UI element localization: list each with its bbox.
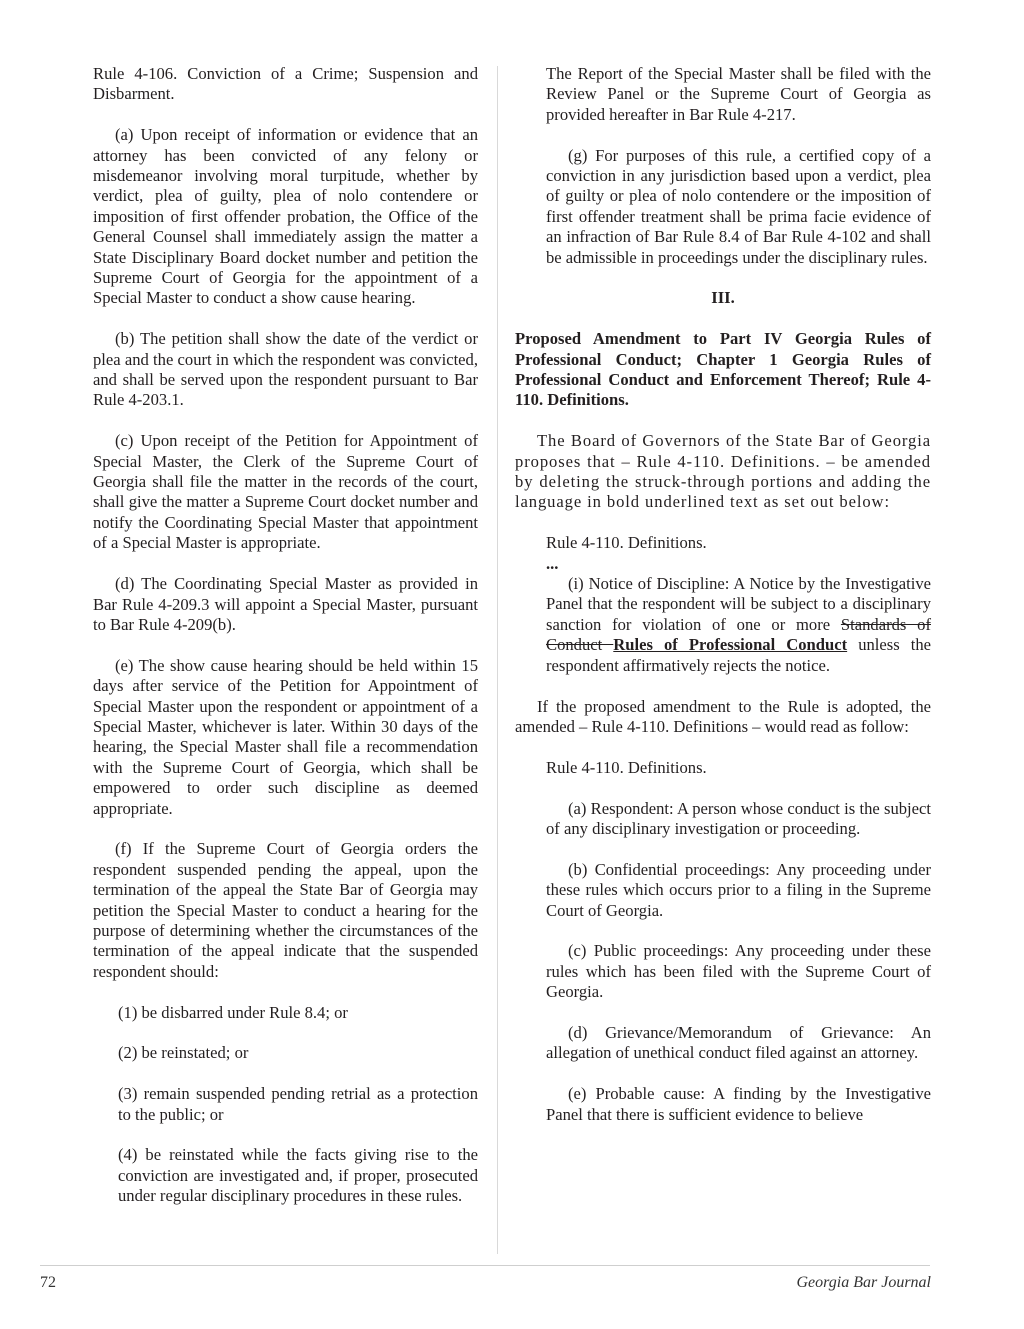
right-column — [515, 64, 931, 1125]
left-column — [93, 64, 478, 1207]
definition-a: (a) Respondent: A person whose conduct is the subject of any disciplinary investigation or proceeding. — [546, 798, 931, 838]
notice-of-discipline-definition — [546, 574, 931, 676]
definition-e: (e) Probable cause: A finding by the Investigative Panel that there is sufficient evidence to believe — [546, 1084, 931, 1124]
paragraph-c: (c) Upon receipt of the Petition for Appointment of Special Master, the Clerk of the Supreme Court of Georgia shall file the matter in the records of the court, shall give the matter a Supreme Court docket number and notify the Coordinating Special Master that appointment of a Special Master is appropriate. — [93, 431, 478, 553]
column-divider — [497, 66, 498, 1254]
page-number: 72 — [40, 1274, 56, 1291]
inserted-text: Rules of Professional Conduct — [613, 635, 848, 655]
rule-4-106-heading: Rule 4-106. Conviction of a Crime; Suspension and Disbarment. — [93, 64, 478, 104]
struck-text: Standards of Conduct — [546, 614, 931, 655]
board-of-governors-paragraph: The Board of Governors of the State Bar of Georgia proposes that – Rule 4-110. Definitions. – be amended by deleting the struck-through portions and adding the language in bold underlined text as set out below: — [515, 431, 931, 512]
special-master-report-paragraph: The Report of the Special Master shall be filed with the Review Panel or the Supreme Court of Georgia as provided hereafter in Bar Rule 4-217. — [546, 64, 931, 124]
definition-d: (d) Grievance/Memorandum of Grievance: An allegation of unethical conduct filed against an attorney. — [546, 1022, 931, 1063]
footer-rule — [40, 1265, 930, 1266]
list-item-2: (2) be reinstated; or — [118, 1043, 249, 1063]
proposed-rule-block — [515, 533, 931, 676]
paragraph-d: (d) The Coordinating Special Master as provided in Bar Rule 4-209.3 will appoint a Special Master, pursuant to Bar Rule 4-209(b). — [93, 574, 478, 634]
notice-text-before: (i) Notice of Discipline: A Notice by the Investigative Panel that the respondent will be subject to a disciplinary sanction for violation of one or more — [546, 574, 931, 634]
rule-heading-proposed: Rule 4-110. Definitions. — [546, 533, 707, 553]
paragraph-e: (e) The show cause hearing should be held within 15 days after service of the Petition for Appointment of Special Master upon the respondent or appointment of a Special Master, whichever is later. Within 30 days of the hearing, the Special Master shall file a recommendation with the Supreme Court of Georgia, which shall be empowered to order such discipline as deemed appropriate. — [93, 655, 478, 818]
list-item-3: (3) remain suspended pending retrial as a protection to the public; or — [118, 1084, 478, 1124]
list-item-4: (4) be reinstated while the facts giving rise to the conviction are investigated and, if proper, prosecuted under regular disciplinary procedures in these rules. — [118, 1145, 478, 1206]
paragraph-a: (a) Upon receipt of information or evidence that an attorney has been convicted of any felony or misdemeanor involving moral turpitude, whether by verdict, plea of guilty, plea of nolo contendere or imposition of first offender probation, the Office of the General Counsel shall immediately assign the matter a State Disciplinary Board docket number and petition the Supreme Court of Georgia for the appointment of a Special Master to conduct a show cause hearing. — [93, 125, 478, 308]
journal-title: Georgia Bar Journal — [796, 1274, 931, 1291]
list-item-1: (1) be disbarred under Rule 8.4; or — [118, 1002, 348, 1022]
paragraph-b: (b) The petition shall show the date of the verdict or plea and the court in which the respondent was convicted, and shall be served upon the respondent pursuant to Bar Rule 4-203.1. — [93, 329, 478, 410]
amendment-title: Proposed Amendment to Part IV Georgia Rules of Professional Conduct; Chapter 1 Georgia Rules of Professional Conduct and Enforcement Thereof; Rule 4-110. Definitions. — [515, 329, 931, 410]
definition-b: (b) Confidential proceedings: Any proceeding under these rules which occurs prior to a filing in the Supreme Court of Georgia. — [546, 859, 931, 920]
rule-heading-amended: Rule 4-110. Definitions. — [546, 757, 707, 777]
paragraph-g: (g) For purposes of this rule, a certified copy of a conviction in any jurisdiction based upon a verdict, plea of guilty or plea of nolo contendere or the imposition of first offender treatment shall be prima facie evidence of an infraction of Bar Rule 8.4 of Bar Rule 4-102 and shall be admissible in proceedings under the disciplinary rules. — [546, 145, 931, 267]
ellipsis: ... — [546, 553, 559, 573]
notice-text-after: unless the respondent affirmatively rejects the notice. — [546, 635, 932, 675]
if-adopted-paragraph: If the proposed amendment to the Rule is adopted, the amended – Rule 4-110. Definitions – would read as follow: — [515, 696, 931, 736]
paragraph-f: (f) If the Supreme Court of Georgia orders the respondent suspended pending the appeal, upon the termination of the appeal the State Bar of Georgia may petition the Special Master to conduct a hearing for the purpose of determining whether the circumstances of the termination of the appeal indicate that the suspended respondent should: — [93, 839, 478, 981]
definition-c: (c) Public proceedings: Any proceeding under these rules which has been filed with the Supreme Court of Georgia. — [546, 941, 931, 1002]
section-number: III. — [711, 288, 735, 308]
